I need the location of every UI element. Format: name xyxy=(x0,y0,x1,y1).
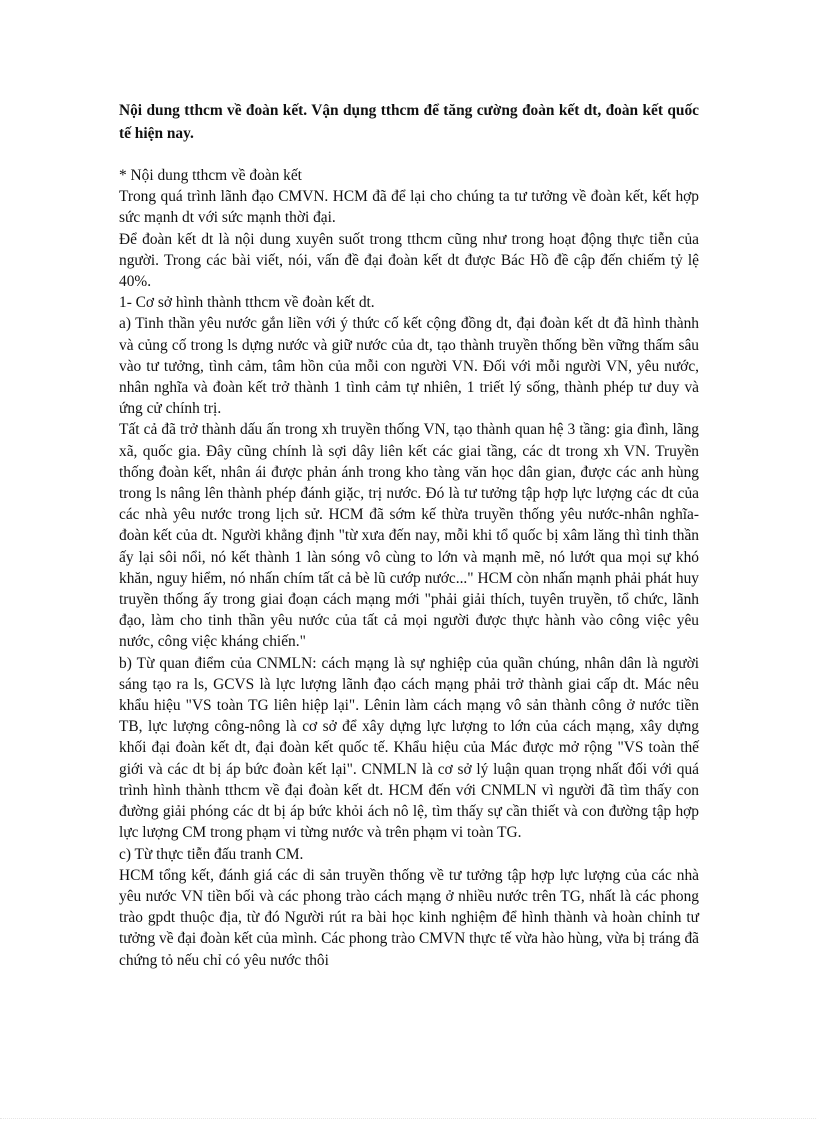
paragraph-basis-c-heading: c) Từ thực tiễn đấu tranh CM. xyxy=(119,845,304,863)
page-bottom-border xyxy=(0,1118,816,1119)
title-spacer xyxy=(119,145,699,165)
paragraph-basis-c: HCM tổng kết, đánh giá các di sản truyền thống về tư tưởng tập hợp lực lượng của các nhà yêu nước VN tiền bối và các phong trào cách mạng ở nhiều nước trên TG, nhất là các phong trào gpdt thuộc địa, từ đó Người rút ra bài học kinh nghiệm để hình thành và hoàn chỉnh tư tưởng về đại đoàn kết của mình. Các phong trào CMVN thực tế vừa hào hùng, vừa bị tráng đã chứng tỏ nếu chỉ có yêu nước thôi xyxy=(119,866,699,969)
document-title: Nội dung tthcm về đoàn kết. Vận dụng tthcm để tăng cường đoàn kết dt, đoàn kết quốc tế hiện nay. xyxy=(119,102,699,142)
paragraph-basis-heading: 1- Cơ sở hình thành tthcm về đoàn kết dt. xyxy=(119,294,375,312)
paragraph-basis-a: a) Tinh thần yêu nước gắn liền với ý thức cố kết cộng đồng dt, đại đoàn kết dt đã hình thành và củng cố trong ls dựng nước và giữ nước của dt, tạo thành truyền thống bền vững thấm sâu vào tư tưởng, tình cảm, tâm hồn của mỗi con người VN. Đối với mỗi người VN, yêu nước, nhân nghĩa và đoàn kết trở thành 1 tình cảm tự nhiên, 1 triết lý sống, thành phép tư duy và ứng cử chính trị. xyxy=(119,315,699,418)
paragraph-basis-b: b) Từ quan điểm của CNMLN: cách mạng là sự nghiệp của quần chúng, nhân dân là người sáng tạo ra ls, GCVS là lực lượng lãnh đạo cách mạng phải trở thành giai cấp dt. Mác nêu khẩu hiệu "VS toàn TG liên hiệp lại". Lênin làm cách mạng vô sản thành công ở nước tiền TB, lực lượng công-nông là cơ sở để xây dựng lực lượng to lớn của cách mạng, xây dựng khối đại đoàn kết dt, đại đoàn kết quốc tế. Khẩu hiệu của Mác được mở rộng "VS toàn thế giới và các dt bị áp bức đoàn kết lại". CNMLN là cơ sở lý luận quan trọng nhất đối với quá trình hình thành tthcm về đại đoàn kết dt. HCM đến với CNMLN vì người đã tìm thấy con đường giải phóng các dt bị áp bức khỏi ách nô lệ, tìm thấy sự cần thiết và con đường tập hợp lực lượng CM trong phạm vi từng nước và trên phạm vi toàn TG. xyxy=(119,654,699,842)
paragraph-tradition: Tất cả đã trở thành dấu ấn trong xh truyền thống VN, tạo thành quan hệ 3 tầng: gia đình, lãng xã, quốc gia. Đây cũng chính là sợi dây liên kết các giai tầng, các dt trong xh VN. Truyền thống đoàn kết, nhân ái được phản ánh trong kho tàng văn học dân gian, được các anh hùng trong ls nâng lên thành phép đánh giặc, trị nước. Đó là tư tưởng tập hợp lực lượng các dt của các nhà yêu nước trong lịch sử. HCM đã sớm kế thừa truyền thống yêu nước-nhân nghĩa-đoàn kết của dt. Người khẳng định "từ xưa đến nay, mỗi khi tổ quốc bị xâm lăng thì tinh thần ấy lại sôi nổi, nó kết thành 1 làn sóng vô cùng to lớn và mạnh mẽ, nó lướt qua mọi sự khó khăn, nguy hiểm, nó nhấn chím tất cả bè lũ cướp nước..." HCM còn nhấn mạnh phải phát huy truyền thống ấy trong giai đoạn cách mạng mới "phải giải thích, tuyên truyền, tổ chức, lãnh đạo, làm cho tinh thần yêu nước của tất cả mọi người được thực hành vào công việc yêu nước, công việc kháng chiến." xyxy=(119,421,699,651)
paragraph-intro: Trong quá trình lãnh đạo CMVN. HCM đã để lại cho chúng ta tư tưởng về đoàn kết, kết hợp sức mạnh dt với sức mạnh thời đại. xyxy=(119,188,699,227)
paragraph-section-heading: * Nội dung tthcm về đoàn kết xyxy=(119,167,302,184)
document-body xyxy=(119,100,699,971)
paragraph-importance: Để đoàn kết dt là nội dung xuyên suốt trong tthcm cũng như trong hoạt động thực tiễn của người. Trong các bài viết, nói, vấn đề đại đoàn kết dt được Bác Hồ đề cập đến chiếm tỷ lệ 40%. xyxy=(119,230,699,291)
